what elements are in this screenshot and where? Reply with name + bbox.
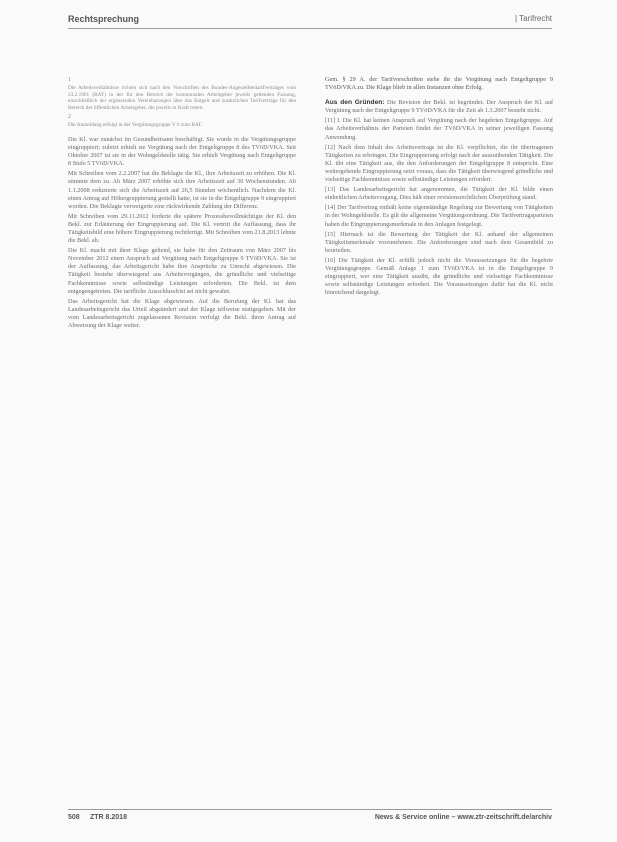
grounds-paragraph (325, 99, 553, 115)
footnote-marker-b: 2 (68, 114, 71, 121)
page-number: 508 (68, 814, 80, 821)
paragraph: [16] Die Tätigkeit der Kl. erfüllt jedoch nicht die Voraussetzungen für die begehrte Vergütungsgruppe. Gemäß Anlage 1 zum TVöD/VKA ist in die Entgeltgruppe 9 eingruppiert, wer eine Tätigkeit ausübt, die gründliche und vielseitige Fachkenntnisse sowie selbständige Leistungen erfordert. Die Voraussetzungen dafür hat die Kl. nicht hinreichend dargelegt. (325, 256, 553, 297)
page-header (68, 14, 552, 32)
paragraph: [15] Hiernach ist die Bewertung der Tätigkeit der Kl. anhand der allgemeinen Tätigkeitsmerkmale vorzunehmen. Die Anforderungen sind nach dem Gesamtbild zu beurteilen. (325, 230, 553, 254)
paragraph: [11] I. Die Kl. hat keinen Anspruch auf Vergütung nach der begehrten Entgeltgruppe. Auf das Arbeitsverhältnis der Parteien findet der TVöD/VKA in seiner jeweiligen Fassung Anwendung. (325, 117, 553, 141)
paragraph: Das Arbeitsgericht hat die Klage abgewiesen. Auf die Berufung der Kl. hat das Landesarbeitsgericht das Urteil abgeändert und der Klage teilweise stattgegeben. Mit der vom Landesarbeitsgericht zugelassenen Revision verfolgt die Bekl. ihren Antrag auf Abweisung der Klage weiter. (68, 297, 296, 330)
grounds-heading: Aus den Gründen: (325, 99, 385, 107)
paragraph: Mit Schreiben vom 2.2.2007 bat die Beklagte die Kl., ihre Arbeitszeit zu erhöhen. Die Kl. stimmte dem zu. Ab März 2007 erhöhte sich ihre Arbeitszeit auf 30 Wochenstunden. Ab 1.1.2008 reduzierte sich die Arbeitszeit auf 26,5 Stunden wöchentlich. Nachdem die Kl. einen Antrag auf Höhergruppierung gestellt hatte, ist sie in die Entgeltgruppe 9 eingruppiert worden. Die Beklagte verweigerte eine rückwirkende Zahlung der Differenz. (68, 170, 296, 210)
footnote-a: Die Arbeitsverhältnisse richten sich nach den Vorschriften des Bundes-Angestelltentarifvertrages vom 23.2.1961 (BAT) in der für den Bereich der kommunalen Arbeitgeber jeweils geltenden Fassung, einschließlich der ergänzenden Vereinbarungen über das Entgelt und zusätzlichen Tarifverträge für den Bereich der öffentlichen Arbeitgeber, die jeweils in Kraft treten. (68, 85, 296, 111)
footer-rule (68, 809, 552, 810)
right-column (325, 76, 553, 299)
footnote-marker-a: 1 (68, 77, 71, 83)
intro-paragraph: Gem. § 29 A. der Tarifvorschriften stehe ihr die Vergütung nach Entgeltgruppe 9 TVöD/VKA zu. Die Klage blieb in allen Instanzen ohne Erfolg. (325, 76, 553, 92)
paragraph: Die Kl. war zunächst im Gesundheitsamt beschäftigt. Sie wurde in die Vergütungsgruppe eingruppiert; zuletzt erhielt sie Vergütung nach der Entgeltgruppe 8 des TVöD/VKA. Seit Oktober 2007 ist sie in der Wohngeldstelle tätig. Sie erhielt Vergütung nach Entgeltgruppe 8 Stufe 5 TVöD/VKA. (68, 135, 296, 168)
header-rule (68, 28, 552, 29)
section-label: | Tarifrecht (514, 14, 552, 23)
paragraph: [13] Das Landesarbeitsgericht hat angenommen, die Tätigkeit der Kl. bilde einen einheitlichen Arbeitsvorgang. Dies hält einer revisionsrechtlichen Überprüfung stand. (325, 186, 553, 202)
rubric-title: Rechtsprechung (68, 14, 140, 24)
journal-issue: ZTR 8.2018 (90, 814, 127, 821)
footnote-b: Die Anmeldung erfolgt in der Vergütungsgruppe V b zum BAT. (68, 122, 203, 129)
paragraph: [14] Der Tarifvertrag enthält keine eigenständige Regelung zur Bewertung von Tätigkeiten in der Wohngeldstelle. Es gilt die allgemeine Vergütungsordnung. Die Tarifvertragsparteien haben die Eingruppierungsmerkmale in den Anlagen festgelegt. (325, 204, 553, 228)
paragraph: Mit Schreiben vom 29.11.2012 forderte die spätere Prozessbevollmächtigte der Kl. den Bekl. zur Erläuterung der Eingruppierung auf. Die Kl. vertritt die Auffassung, dass ihr Tätigkeitsbild eine höhere Eingruppierung rechtfertigt. Mit Schreiben vom 21.8.2013 lehnte die Bekl. ab. (68, 212, 296, 245)
service-link[interactable]: News & Service online – www.ztr-zeitschrift.de/archiv (374, 814, 552, 821)
paragraph: Die Kl. macht mit ihrer Klage geltend, sie habe für den Zeitraum von März 2007 bis November 2012 einen Anspruch auf Vergütung nach Entgeltgruppe 9 TVöD/VKA. Sie ist der Auffassung, das Arbeitsgericht habe ihre Ansprüche zu Unrecht abgewiesen. Die Tätigkeit bestehe überwiegend aus Arbeitsvorgängen, die gründliche und vielseitige Fachkenntnisse sowie selbständige Leistungen erforderten. Die Bekl. ist dem entgegengetreten. Die tarifliche Ausschlussfrist sei nicht gewahrt. (68, 247, 296, 295)
grounds-intro: Die Revision der Bekl. ist begründet. Der Anspruch der Kl. auf Vergütung nach der Entgeltgruppe 9 TVöD/VKA für die Zeit ab 1.3.2007 besteht nicht. (325, 99, 554, 115)
page-footer (68, 809, 552, 825)
left-column (68, 76, 296, 332)
paragraph: [12] Nach dem Inhalt des Arbeitsvertrags ist die Kl. verpflichtet, die ihr übertragenen Tätigkeiten zu erbringen. Die Eingruppierung erfolgt nach der auszuübenden Tätigkeit. Die Kl. übt eine Tätigkeit aus, die den Anforderungen der Entgeltgruppe 8 entspricht. Eine weitergehende Eingruppierung setzt voraus, dass die Tätigkeit überwiegend gründliche und vielseitige Fachkenntnisse sowie selbständige Leistungen erfordert. (325, 143, 553, 184)
